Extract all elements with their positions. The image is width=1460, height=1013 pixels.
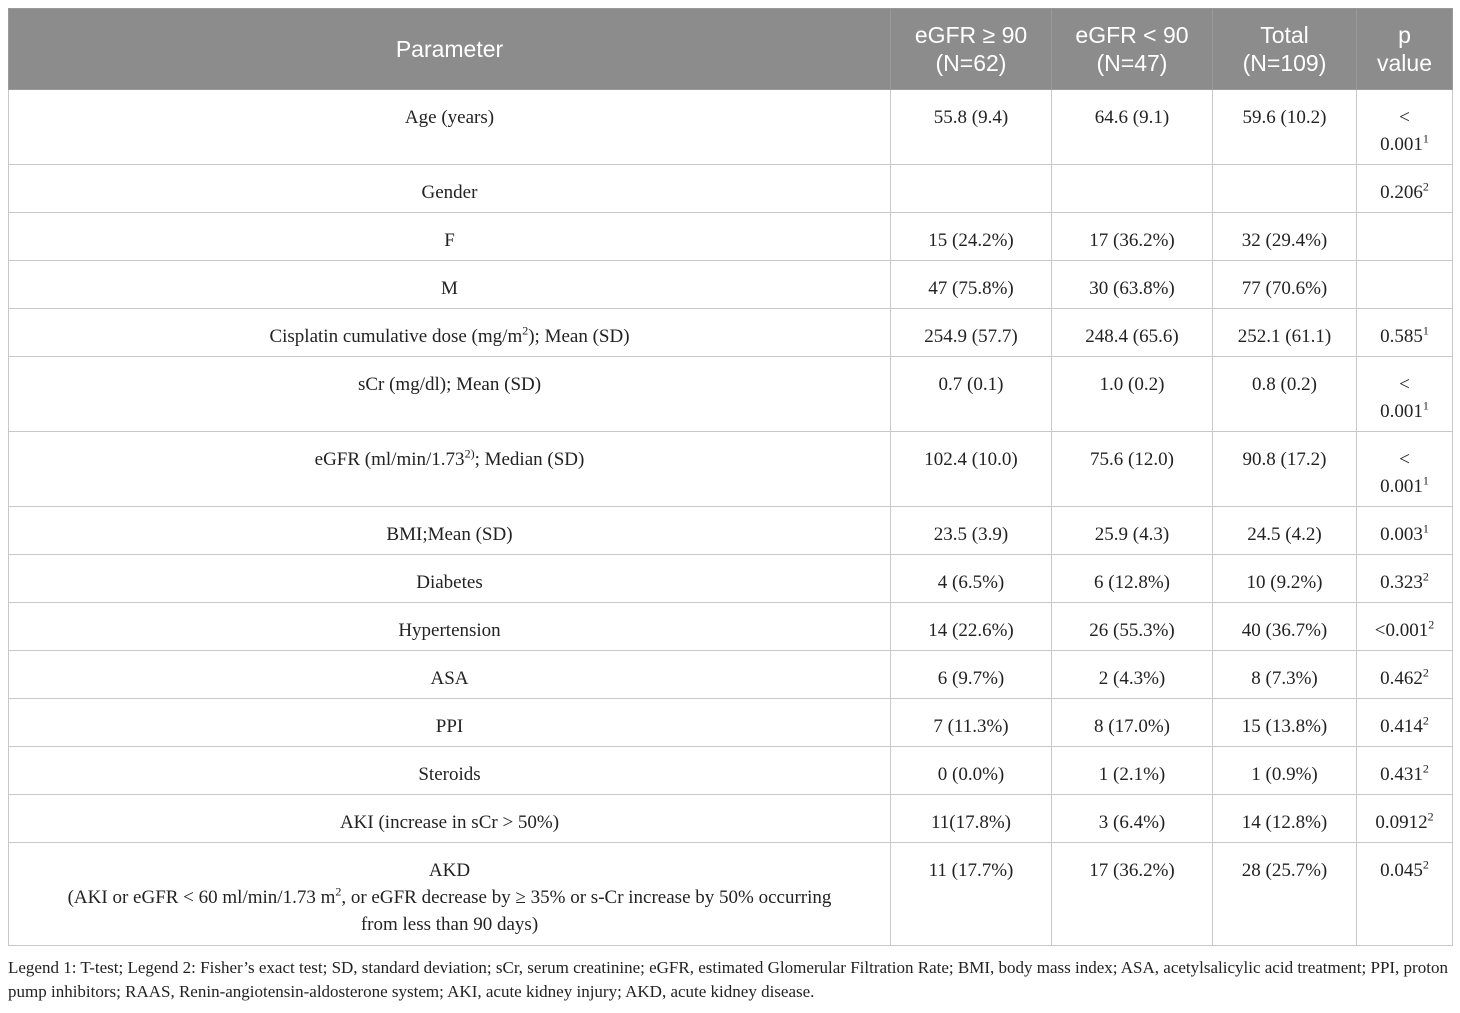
total-cell: 90.8 (17.2) (1213, 432, 1357, 507)
table-row (9, 747, 1453, 795)
egfr-lt-90-cell: 2 (4.3%) (1052, 651, 1213, 699)
param-cell: Diabetes (9, 555, 891, 603)
egfr-ge-90-cell: 55.8 (9.4) (891, 90, 1052, 165)
p-value-cell: 0.414$^2$ (1357, 699, 1453, 747)
p-value-cell: < $0.001^1$ (1357, 90, 1453, 165)
egfr-lt-90-cell: 26 (55.3%) (1052, 603, 1213, 651)
total-cell (1213, 165, 1357, 213)
p-value-cell (1357, 213, 1453, 261)
p-value-cell: 0.045$^2$ (1357, 843, 1453, 946)
egfr-ge-90-cell: 0.7 (0.1) (891, 357, 1052, 432)
egfr-ge-90-cell (891, 165, 1052, 213)
total-cell: 77 (70.6%) (1213, 261, 1357, 309)
total-cell: 59.6 (10.2) (1213, 90, 1357, 165)
table-row (9, 432, 1453, 507)
egfr-lt-90-cell: 8 (17.0%) (1052, 699, 1213, 747)
header-p-value: p value (1357, 9, 1453, 90)
total-cell: 14 (12.8%) (1213, 795, 1357, 843)
table-row (9, 261, 1453, 309)
p-value-cell: 0.462$^2$ (1357, 651, 1453, 699)
p-value-cell: < $0.001^1$ (1357, 432, 1453, 507)
table-row (9, 90, 1453, 165)
total-cell: 10 (9.2%) (1213, 555, 1357, 603)
total-cell: 252.1 (61.1) (1213, 309, 1357, 357)
egfr-ge-90-cell: 254.9 (57.7) (891, 309, 1052, 357)
egfr-lt-90-cell: 30 (63.8%) (1052, 261, 1213, 309)
header-egfr-lt-90: eGFR < 90 (N=47) (1052, 9, 1213, 90)
p-value-cell: 0.003$^1$ (1357, 507, 1453, 555)
param-cell: M (9, 261, 891, 309)
egfr-ge-90-cell: 6 (9.7%) (891, 651, 1052, 699)
param-cell: Steroids (9, 747, 891, 795)
total-cell: 0.8 (0.2) (1213, 357, 1357, 432)
egfr-lt-90-cell: 3 (6.4%) (1052, 795, 1213, 843)
p-value-cell: 0.431$^2$ (1357, 747, 1453, 795)
total-cell: 1 (0.9%) (1213, 747, 1357, 795)
table-row (9, 651, 1453, 699)
param-cell: Cisplatin cumulative dose $(mg/m^2)$; Mean (SD) (9, 309, 891, 357)
egfr-ge-90-cell: 15 (24.2%) (891, 213, 1052, 261)
egfr-lt-90-cell: 17 (36.2%) (1052, 213, 1213, 261)
param-cell: eGFR (ml/min/1.73$^{2)}$; Median (SD) (9, 432, 891, 507)
egfr-ge-90-cell: 11 (17.7%) (891, 843, 1052, 946)
table-legend: Legend 1: T-test; Legend 2: Fisher’s exact test; SD, standard deviation; sCr, serum creatinine; eGFR, estimated Glomerular Filtration Rate; BMI, body mass index; ASA, acetylsalicylic acid treatment; PPI, proton pump inhibitors; RAAS, Renin-angiotensin-aldosterone system; AKI, acute kidney injury; AKD, acute kidney disease. (8, 958, 1448, 1001)
p-value-cell: < $0.001^1$ (1357, 357, 1453, 432)
egfr-ge-90-cell: 7 (11.3%) (891, 699, 1052, 747)
egfr-lt-90-cell: 17 (36.2%) (1052, 843, 1213, 946)
p-value-cell: 0.585$^1$ (1357, 309, 1453, 357)
table-row (9, 795, 1453, 843)
egfr-lt-90-cell: 75.6 (12.0) (1052, 432, 1213, 507)
table-row (9, 309, 1453, 357)
header-parameter: Parameter (9, 9, 891, 90)
param-cell: Hypertension (9, 603, 891, 651)
header-total: Total (N=109) (1213, 9, 1357, 90)
egfr-ge-90-cell: 102.4 (10.0) (891, 432, 1052, 507)
total-cell: 40 (36.7%) (1213, 603, 1357, 651)
param-cell: AKD (AKI or eGFR < 60 ml/min/1.73 $m^2$, or eGFR decrease by ≥ 35% or s-Cr increase by 50% occurring from less than 90 days) (9, 843, 891, 946)
table-row (9, 603, 1453, 651)
table-row (9, 165, 1453, 213)
total-cell: 28 (25.7%) (1213, 843, 1357, 946)
total-cell: 24.5 (4.2) (1213, 507, 1357, 555)
param-cell: PPI (9, 699, 891, 747)
egfr-lt-90-cell: 248.4 (65.6) (1052, 309, 1213, 357)
p-value-cell: 0.323$^2$ (1357, 555, 1453, 603)
egfr-ge-90-cell: 4 (6.5%) (891, 555, 1052, 603)
table-row (9, 555, 1453, 603)
param-cell: Age (years) (9, 90, 891, 165)
param-cell: BMI;Mean (SD) (9, 507, 891, 555)
total-cell: 32 (29.4%) (1213, 213, 1357, 261)
egfr-ge-90-cell: 11(17.8%) (891, 795, 1052, 843)
header-egfr-ge-90: eGFR ≥ 90 (N=62) (891, 9, 1052, 90)
table-row (9, 507, 1453, 555)
egfr-lt-90-cell: 25.9 (4.3) (1052, 507, 1213, 555)
egfr-ge-90-cell: 23.5 (3.9) (891, 507, 1052, 555)
p-value-cell: 0.206$^2$ (1357, 165, 1453, 213)
param-cell: F (9, 213, 891, 261)
p-value-cell: 0.0912$^2$ (1357, 795, 1453, 843)
egfr-lt-90-cell: 1 (2.1%) (1052, 747, 1213, 795)
table-container (8, 8, 1452, 1004)
total-cell: 8 (7.3%) (1213, 651, 1357, 699)
total-cell: 15 (13.8%) (1213, 699, 1357, 747)
p-value-cell: $<0.001^2$ (1357, 603, 1453, 651)
param-cell: Gender (9, 165, 891, 213)
egfr-lt-90-cell: 1.0 (0.2) (1052, 357, 1213, 432)
param-cell: AKI (increase in sCr > 50%) (9, 795, 891, 843)
table-row (9, 357, 1453, 432)
param-cell: ASA (9, 651, 891, 699)
egfr-ge-90-cell: 14 (22.6%) (891, 603, 1052, 651)
egfr-lt-90-cell: 6 (12.8%) (1052, 555, 1213, 603)
egfr-lt-90-cell (1052, 165, 1213, 213)
param-cell: sCr (mg/dl); Mean (SD) (9, 357, 891, 432)
p-value-cell (1357, 261, 1453, 309)
egfr-ge-90-cell: 0 (0.0%) (891, 747, 1052, 795)
table-row (9, 699, 1453, 747)
egfr-ge-90-cell: 47 (75.8%) (891, 261, 1052, 309)
table-row (9, 213, 1453, 261)
table-row (9, 843, 1453, 946)
egfr-lt-90-cell: 64.6 (9.1) (1052, 90, 1213, 165)
header-row (9, 9, 1453, 90)
results-table (8, 8, 1453, 946)
